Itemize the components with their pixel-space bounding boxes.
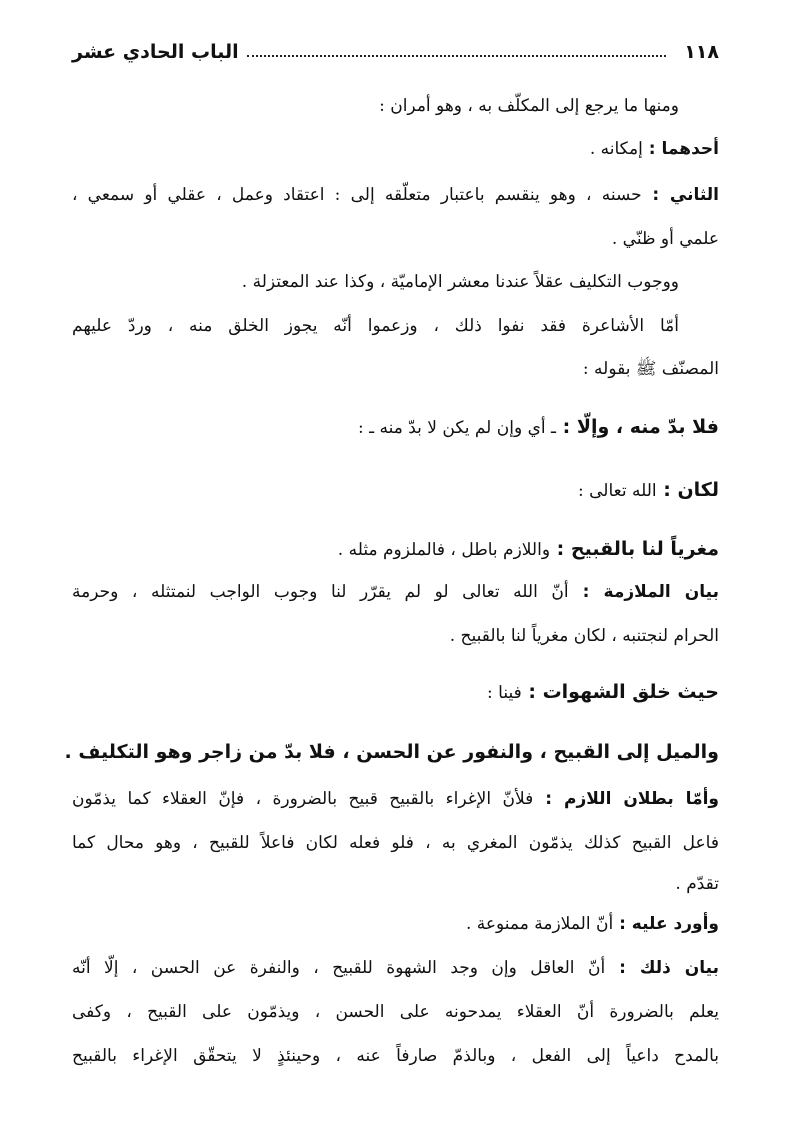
line-text: أمّا الأشاعرة فقد نفوا ذلك ، وزعموا أنّه يجوز الخلق منه ، وردّ عليهم xyxy=(72,316,679,336)
line-text: الحرام لنجتنبه ، لكان مغرياً لنا بالقبيح . xyxy=(449,626,719,646)
line-text: إمكانه . xyxy=(589,139,643,159)
bold-term: الثاني : xyxy=(641,185,719,205)
text-line xyxy=(72,1000,719,1024)
text-line xyxy=(64,740,719,765)
bold-term: وأمّا بطلان اللازم : xyxy=(533,789,719,809)
line-text: ومنها ما يرجع إلى المكلّف به ، وهو أمران : xyxy=(379,96,679,116)
line-text: فاعل القبيح كذلك يذمّون المغري به ، فلو فعله لكان فاعلاً للقبيح ، وهو محال كما xyxy=(72,833,719,853)
line-text: ووجوب التكليف عقلاً عندنا معشر الإماميّة ، وكذا عند المعتزلة . xyxy=(241,272,679,292)
text-line xyxy=(72,137,719,161)
text-line xyxy=(72,1044,719,1068)
bold-term: وأورد عليه : xyxy=(613,914,719,934)
line-text: واللازم باطل ، فالملزوم مثله . xyxy=(337,540,551,560)
text-line xyxy=(72,537,719,562)
chapter-title: الباب الحادي عشر xyxy=(72,41,239,63)
line-text: المصنّف ﷺ بقوله : xyxy=(582,359,719,379)
bold-term: لكان : xyxy=(656,479,719,501)
bold-term: بيان الملازمة : xyxy=(568,582,719,602)
bold-term: أحدهما : xyxy=(642,139,719,159)
line-text: حسنه ، وهو ينقسم باعتبار متعلّقه إلى : اعتقاد وعمل ، عقلي أو سمعي ، xyxy=(72,185,642,205)
text-line xyxy=(72,314,719,338)
line-text: ـ أي وإن لم يكن لا بدّ منه ـ : xyxy=(357,418,556,438)
text-line xyxy=(72,680,719,705)
text-line xyxy=(72,94,719,118)
text-line xyxy=(72,956,719,980)
bold-term: فلا بدّ منه ، وإلّا : xyxy=(556,416,719,438)
text-line xyxy=(72,912,719,936)
line-text: فينا : xyxy=(487,683,522,703)
line-text: بالمدح داعياً إلى الفعل ، وبالذمّ صارفاً عنه ، وحينئذٍ لا يتحقّق الإغراء بالقبيح xyxy=(72,1046,719,1066)
text-line xyxy=(72,787,719,811)
text-line xyxy=(72,831,719,855)
line-text: فلأنّ الإغراء بالقبيح قبيح بالضرورة ، فإنّ العقلاء كما يذمّون xyxy=(72,789,534,809)
text-line xyxy=(72,183,719,207)
text-line xyxy=(72,270,719,294)
text-line xyxy=(72,227,719,251)
page-number: ١١٨ xyxy=(684,41,719,63)
text-line xyxy=(72,872,719,896)
bold-term: حيث خلق الشهوات : xyxy=(521,681,719,703)
text-line xyxy=(72,357,719,381)
line-text: علمي أو ظنّي . xyxy=(611,229,719,249)
text-line xyxy=(72,415,719,440)
header-leader-dots xyxy=(247,55,667,57)
text-line xyxy=(72,478,719,503)
bold-term: بيان ذلك : xyxy=(605,958,719,978)
bold-term: والميل إلى القبيح ، والنفور عن الحسن ، فلا بدّ من زاجر وهو التكليف . xyxy=(64,741,719,763)
line-text: أنّ الملازمة ممنوعة . xyxy=(465,914,614,934)
line-text: أنّ الله تعالى لو لم يقرّر لنا وجوب الواجب لنمتثله ، وحرمة xyxy=(72,582,569,602)
text-line xyxy=(72,580,719,604)
line-text: الله تعالى : xyxy=(577,481,657,501)
line-text: أنّ العاقل وإن وجد الشهوة للقبيح ، والنفرة عن الحسن ، إلّا أنّه xyxy=(72,958,606,978)
line-text: تقدّم . xyxy=(675,874,719,894)
text-line xyxy=(72,624,719,648)
line-text: يعلم بالضرورة أنّ العقلاء يمدحونه على الحسن ، ويذمّون على القبيح ، وكفى xyxy=(72,1002,719,1022)
page-header xyxy=(72,36,719,68)
bold-term: مغرياً لنا بالقبيح : xyxy=(550,538,719,560)
